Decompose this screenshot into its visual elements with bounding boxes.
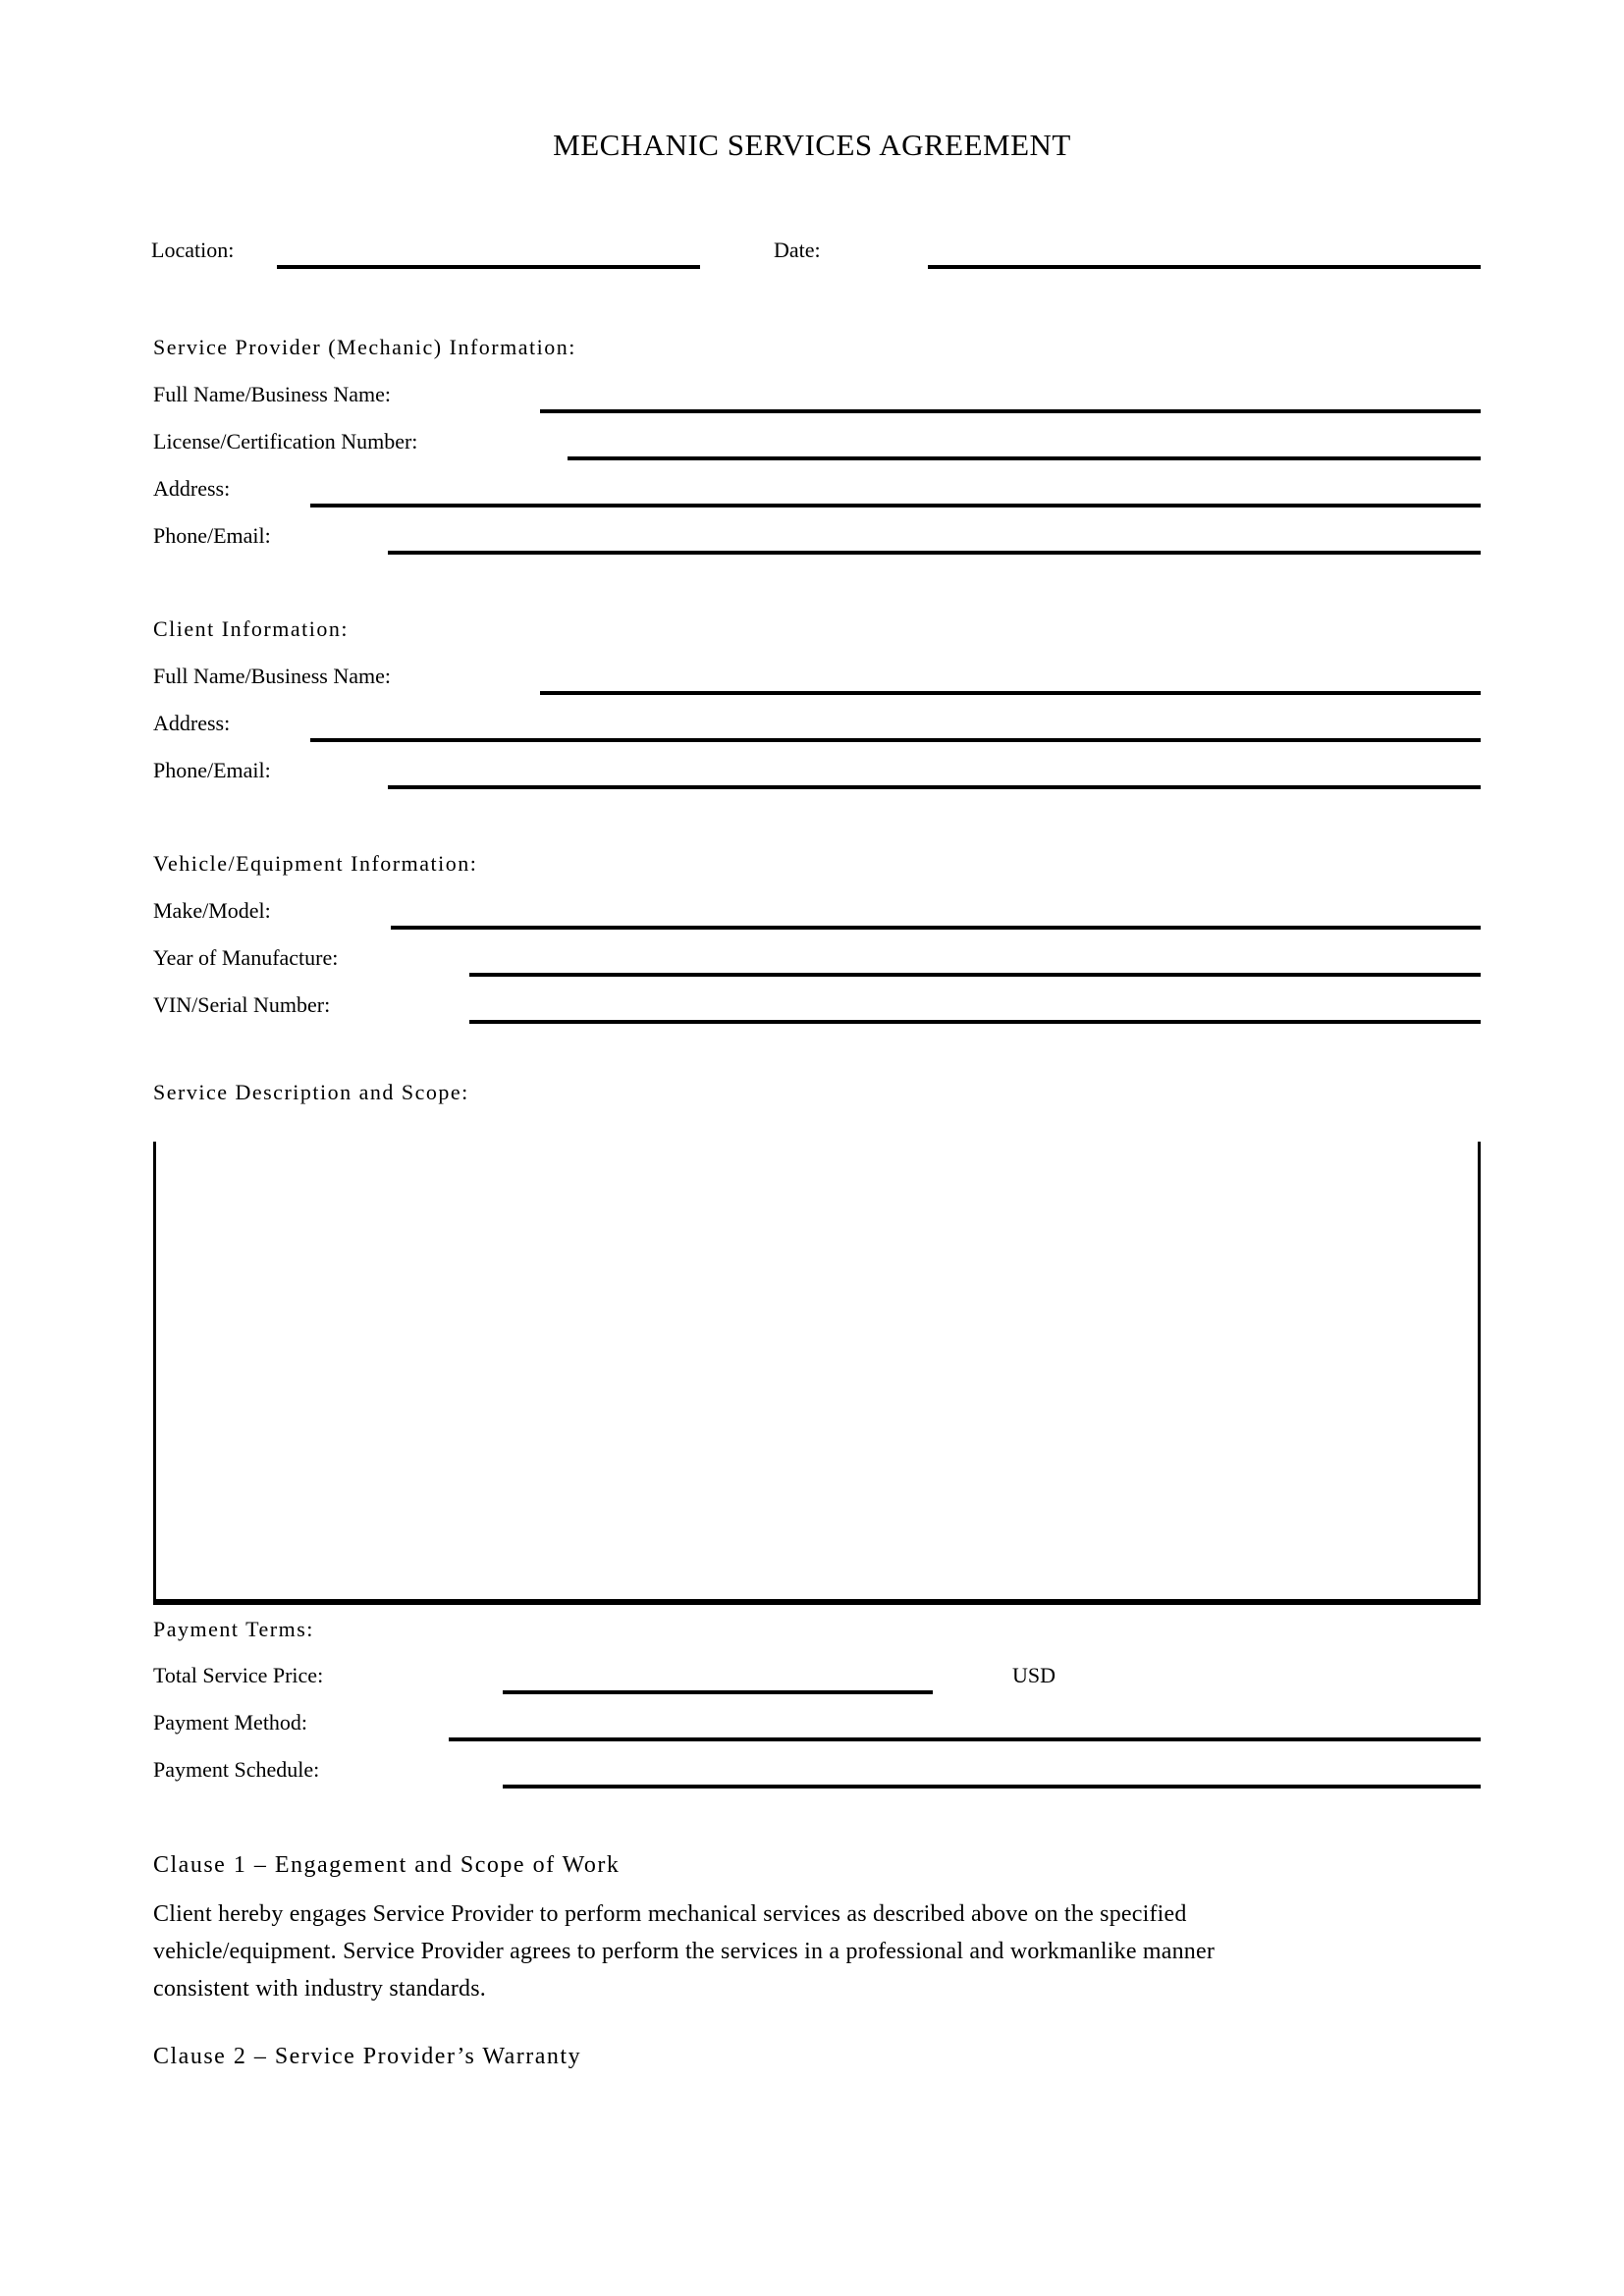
service-description-box[interactable] <box>153 1142 1481 1605</box>
clause-1-line-1: Client hereby engages Service Provider to perform mechanical services as described above on the specified <box>153 1901 1187 1927</box>
payment-currency-label: USD <box>1012 1663 1056 1687</box>
clause-1-heading: Clause 1 – Engagement and Scope of Work <box>153 1852 621 1878</box>
payment-total-price-label: Total Service Price: <box>153 1663 324 1687</box>
payment-method-input-line[interactable] <box>449 1737 1481 1741</box>
vehicle-vin-label: VIN/Serial Number: <box>153 992 331 1017</box>
client-full-name-label: Full Name/Business Name: <box>153 664 391 688</box>
provider-full-name-input-line[interactable] <box>540 409 1481 413</box>
payment-section-heading: Payment Terms: <box>153 1617 314 1641</box>
payment-method-label: Payment Method: <box>153 1710 308 1735</box>
vehicle-year-input-line[interactable] <box>469 973 1481 977</box>
client-phone-email-label: Phone/Email: <box>153 758 271 782</box>
client-full-name-input-line[interactable] <box>540 691 1481 695</box>
clause-2-heading: Clause 2 – Service Provider’s Warranty <box>153 2044 582 2069</box>
vehicle-vin-input-line[interactable] <box>469 1020 1481 1024</box>
location-input-line[interactable] <box>277 265 700 269</box>
provider-license-label: License/Certification Number: <box>153 429 418 454</box>
payment-schedule-label: Payment Schedule: <box>153 1757 320 1782</box>
provider-address-input-line[interactable] <box>310 504 1481 507</box>
vehicle-make-model-input-line[interactable] <box>391 926 1481 930</box>
vehicle-year-label: Year of Manufacture: <box>153 945 339 970</box>
vehicle-section-heading: Vehicle/Equipment Information: <box>153 851 478 876</box>
provider-phone-email-input-line[interactable] <box>388 551 1481 555</box>
payment-total-price-input-line[interactable] <box>503 1690 933 1694</box>
service-description-heading: Service Description and Scope: <box>153 1080 469 1104</box>
provider-section-heading: Service Provider (Mechanic) Information: <box>153 335 576 359</box>
date-input-line[interactable] <box>928 265 1481 269</box>
provider-full-name-label: Full Name/Business Name: <box>153 382 391 406</box>
location-label: Location: <box>151 238 235 262</box>
clause-1-body <box>153 1896 1215 2007</box>
client-address-label: Address: <box>153 711 231 735</box>
client-address-input-line[interactable] <box>310 738 1481 742</box>
vehicle-make-model-label: Make/Model: <box>153 898 271 923</box>
client-phone-email-input-line[interactable] <box>388 785 1481 789</box>
page-title: MECHANIC SERVICES AGREEMENT <box>553 128 1071 162</box>
provider-phone-email-label: Phone/Email: <box>153 523 271 548</box>
client-section-heading: Client Information: <box>153 616 349 641</box>
provider-license-input-line[interactable] <box>568 456 1481 460</box>
provider-address-label: Address: <box>153 476 231 501</box>
date-label: Date: <box>774 238 821 262</box>
clause-1-line-2: vehicle/equipment. Service Provider agrees to perform the services in a professional and workmanlike manner <box>153 1939 1216 1964</box>
clause-1-line-3: consistent with industry standards. <box>153 1976 486 2002</box>
payment-schedule-input-line[interactable] <box>503 1785 1481 1789</box>
